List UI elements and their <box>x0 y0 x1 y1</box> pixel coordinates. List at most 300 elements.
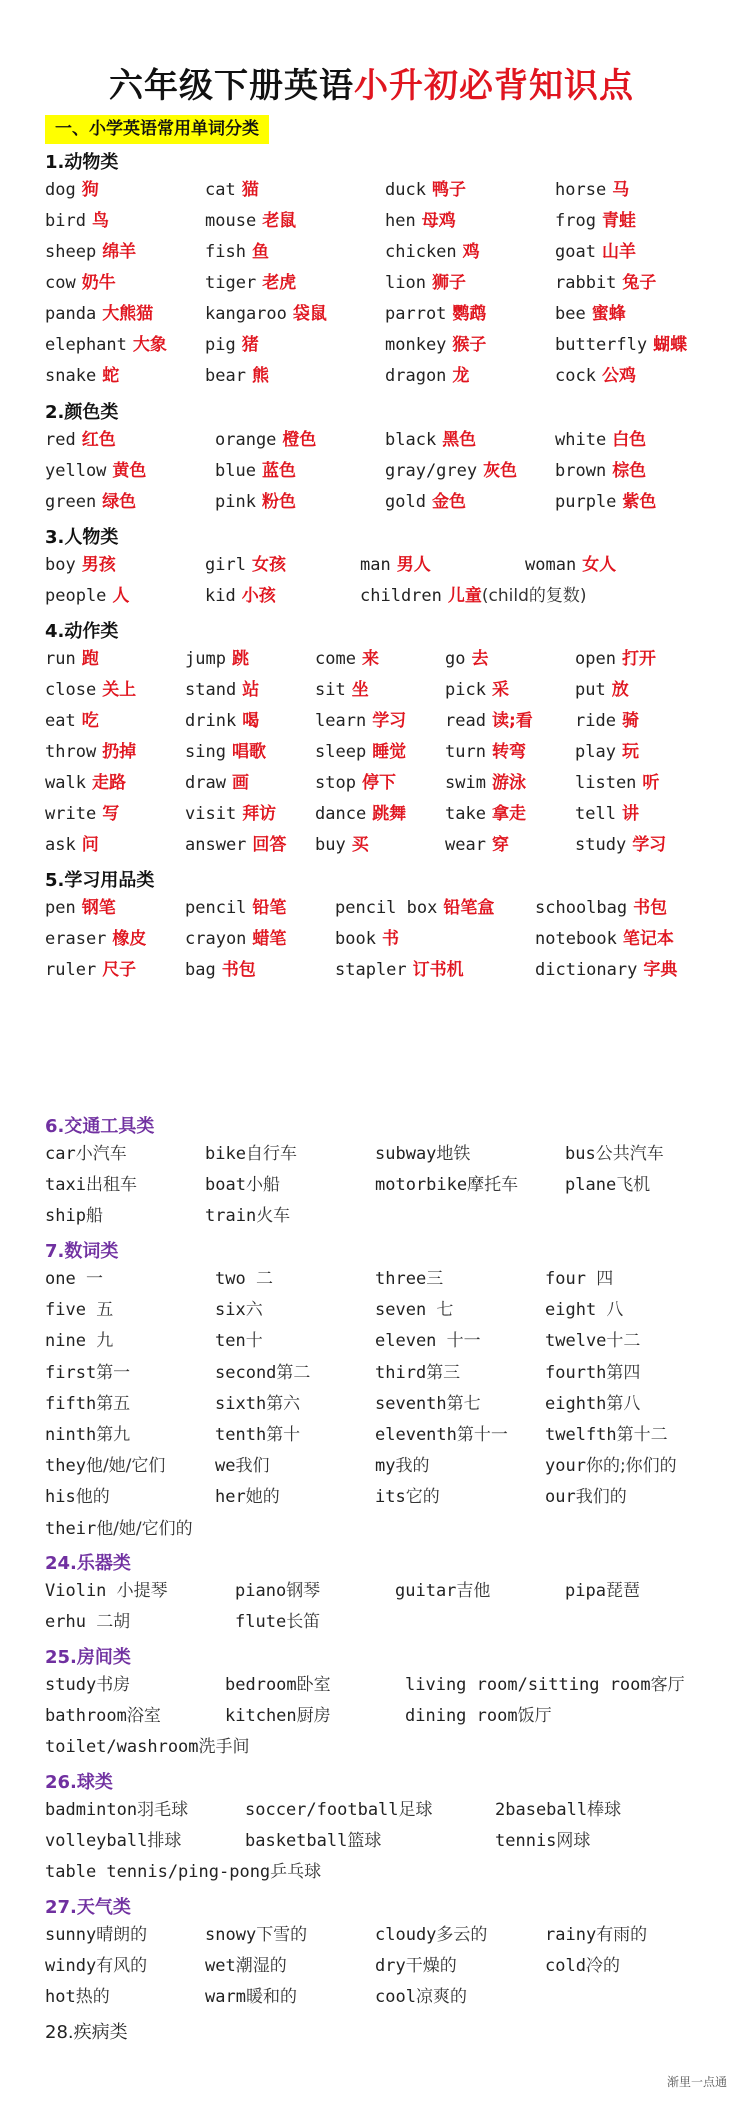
english-word: sheep <box>45 242 97 262</box>
vocab-entry <box>45 1826 181 1856</box>
english-word: taxi <box>45 1175 86 1195</box>
vocab-entry <box>375 1264 443 1294</box>
chinese-meaning: 打开 <box>621 649 656 669</box>
vocab-entry <box>375 1295 453 1325</box>
english-word: go <box>445 649 466 669</box>
english-word: orange <box>215 430 277 450</box>
chinese-meaning: 大象 <box>132 335 167 355</box>
english-word: draw <box>185 773 226 793</box>
chinese-meaning: 黄色 <box>112 461 147 481</box>
english-word: second <box>215 1362 277 1383</box>
chinese-meaning: 转弯 <box>491 742 526 762</box>
english-word: eleven <box>375 1331 447 1352</box>
english-word: boat <box>205 1175 246 1195</box>
english-word: they <box>45 1456 86 1477</box>
english-word: toilet/washroom <box>45 1737 199 1757</box>
english-word: rainy <box>545 1925 597 1945</box>
english-word: tenth <box>215 1425 267 1445</box>
chinese-meaning: 他/她/它们的 <box>96 1518 193 1539</box>
vocab-entry <box>555 268 656 298</box>
chinese-meaning: 棒球 <box>587 1800 622 1820</box>
chinese-meaning: 狗 <box>81 180 99 200</box>
vocab-entry <box>405 1670 685 1700</box>
vocab-entry <box>45 299 153 329</box>
section-heading-colors: 2.颜色类 <box>45 402 119 423</box>
english-word: fifth <box>45 1393 97 1414</box>
chinese-meaning: 有风的 <box>96 1956 148 1976</box>
chinese-meaning: 钢琴 <box>286 1581 321 1601</box>
chinese-meaning: 她的 <box>245 1487 280 1508</box>
chinese-meaning: 第五 <box>96 1393 131 1414</box>
english-word: buy <box>315 835 346 855</box>
vocab-entry <box>375 1389 481 1419</box>
english-word: gray/grey <box>385 461 478 481</box>
chinese-meaning: 学习 <box>372 711 407 731</box>
section-heading-people: 3.人物类 <box>45 527 119 548</box>
vocab-entry <box>205 1951 287 1981</box>
english-word: badminton <box>45 1800 138 1820</box>
balls-row <box>0 1857 743 1887</box>
chinese-meaning: 羽毛球 <box>137 1800 189 1820</box>
chinese-meaning: 第十 <box>266 1425 301 1445</box>
supplies-row <box>0 955 743 985</box>
english-word: notebook <box>535 929 617 949</box>
chinese-meaning: 冷的 <box>585 1956 620 1976</box>
vocab-entry <box>205 299 327 329</box>
english-word: blue <box>215 461 256 481</box>
english-word: walk <box>45 773 86 793</box>
chinese-meaning: 女孩 <box>251 555 286 575</box>
vocab-entry <box>205 330 259 360</box>
english-word: play <box>575 742 616 762</box>
chinese-meaning: 饭厅 <box>517 1706 552 1726</box>
chinese-meaning: 男孩 <box>81 555 116 575</box>
english-word: yellow <box>45 461 107 481</box>
title-part-red: 小升初必背知识点 <box>354 66 634 106</box>
vocab-entry <box>45 1795 188 1825</box>
vocab-entry <box>205 1139 297 1169</box>
weather-row <box>0 1920 743 1950</box>
vocab-entry <box>335 955 464 985</box>
english-word: snake <box>45 366 97 386</box>
vocab-entry <box>385 237 480 267</box>
vocab-entry <box>215 1358 310 1388</box>
english-word: stop <box>315 773 356 793</box>
chinese-meaning: 讲 <box>621 804 639 824</box>
vocab-entry <box>385 299 486 329</box>
vocab-entry <box>185 644 249 674</box>
vocab-entry <box>555 299 626 329</box>
chinese-meaning: 第十二 <box>616 1425 668 1445</box>
vocab-entry <box>45 1420 130 1450</box>
section-heading-balls: 26.球类 <box>45 1772 113 1793</box>
english-word: come <box>315 649 356 669</box>
vocab-entry <box>575 675 629 705</box>
english-word: eraser <box>45 929 107 949</box>
numbers-row <box>0 1514 743 1544</box>
english-word: wear <box>445 835 486 855</box>
english-word: piano <box>235 1581 287 1601</box>
chinese-meaning: 浴室 <box>126 1706 161 1726</box>
vocab-entry <box>45 456 146 486</box>
chinese-meaning: 白色 <box>612 430 647 450</box>
english-word: warm <box>205 1987 246 2007</box>
vocab-entry <box>565 1170 650 1200</box>
english-word: one <box>45 1269 86 1289</box>
vocab-entry <box>555 425 646 455</box>
vocab-entry <box>445 706 533 736</box>
english-word: pipa <box>565 1581 606 1601</box>
vocab-entry <box>185 799 276 829</box>
english-word: kid <box>205 586 236 606</box>
english-word: bird <box>45 211 86 231</box>
vocab-entry <box>215 1326 263 1356</box>
weather-row <box>0 1982 743 2012</box>
section-heading-animals: 1.动物类 <box>45 152 119 173</box>
vocab-entry <box>45 706 99 736</box>
chinese-meaning: 游泳 <box>491 773 526 793</box>
english-word: snowy <box>205 1925 257 1945</box>
english-word: eight <box>545 1300 607 1321</box>
vocab-entry <box>575 644 656 674</box>
numbers-row <box>0 1264 743 1294</box>
chinese-meaning: 你的;你们的 <box>585 1456 677 1477</box>
chinese-meaning: 我们 <box>235 1456 270 1477</box>
chinese-meaning: 吉他 <box>456 1581 491 1601</box>
vocab-entry <box>45 675 136 705</box>
chinese-meaning: 钢笔 <box>81 898 116 918</box>
vocab-entry <box>445 737 526 767</box>
chinese-meaning: 书 <box>381 929 399 949</box>
chinese-meaning: 停下 <box>361 773 396 793</box>
chinese-meaning: 女人 <box>582 555 617 575</box>
english-word: bedroom <box>225 1675 297 1695</box>
vocab-entry <box>45 644 99 674</box>
vocab-entry <box>545 1482 627 1512</box>
vocab-entry <box>385 487 466 517</box>
vocab-entry <box>215 1420 300 1450</box>
english-word: elephant <box>45 335 127 355</box>
chinese-meaning: 第二 <box>276 1362 311 1383</box>
chinese-meaning: 出租车 <box>85 1175 137 1195</box>
vocab-entry <box>385 330 486 360</box>
english-word: motorbike <box>375 1175 468 1195</box>
chinese-meaning: 蓝色 <box>261 461 296 481</box>
english-word: Violin <box>45 1581 117 1601</box>
chinese-meaning: 来 <box>361 649 379 669</box>
vocab-entry <box>375 1920 487 1950</box>
english-word: stapler <box>335 960 407 980</box>
chinese-meaning: 三 <box>426 1269 444 1289</box>
chinese-meaning: 厨房 <box>296 1706 331 1726</box>
animals-row <box>0 237 743 267</box>
chinese-meaning: 鸟 <box>91 211 109 231</box>
english-word: windy <box>45 1956 97 1976</box>
section-heading-transport: 6.交通工具类 <box>45 1116 155 1137</box>
english-word: sixth <box>215 1393 267 1414</box>
english-word: jump <box>185 649 226 669</box>
english-word: my <box>375 1456 396 1477</box>
vocab-entry <box>385 425 476 455</box>
chinese-meaning: 自行车 <box>245 1144 297 1164</box>
chinese-meaning: 书包 <box>633 898 668 918</box>
chinese-meaning: 客厅 <box>650 1675 685 1695</box>
chinese-meaning: 暖和的 <box>245 1987 297 2007</box>
vocab-entry <box>45 1358 130 1388</box>
english-word: visit <box>185 804 237 824</box>
chinese-meaning: 跑 <box>81 649 99 669</box>
vocab-entry <box>375 1420 508 1450</box>
english-word: boy <box>45 555 76 575</box>
chinese-meaning: 篮球 <box>347 1831 382 1851</box>
english-word: close <box>45 680 97 700</box>
english-word: seventh <box>375 1393 447 1414</box>
chinese-meaning: 龙 <box>452 366 470 386</box>
chinese-meaning: 二胡 <box>96 1612 131 1632</box>
english-word: lion <box>385 273 426 293</box>
english-word: study <box>45 1675 97 1695</box>
chinese-meaning: 猴子 <box>452 335 487 355</box>
chinese-meaning: 青蛙 <box>601 211 636 231</box>
chinese-meaning: 二 <box>255 1269 273 1289</box>
chinese-meaning: 琵琶 <box>605 1581 640 1601</box>
chinese-meaning: 第七 <box>446 1393 481 1414</box>
english-word: people <box>45 586 107 606</box>
english-word: his <box>45 1487 76 1508</box>
english-word: tennis <box>495 1831 557 1851</box>
english-word: gold <box>385 492 426 512</box>
chinese-meaning: 蜜蜂 <box>591 304 626 324</box>
vocab-entry <box>565 1139 664 1169</box>
chinese-meaning: 唱歌 <box>231 742 266 762</box>
instruments-row <box>0 1576 743 1606</box>
chinese-meaning: 地铁 <box>436 1144 471 1164</box>
vocab-entry <box>185 768 249 798</box>
chinese-meaning: 袋鼠 <box>292 304 327 324</box>
chinese-meaning: 马 <box>612 180 630 200</box>
vocab-entry <box>545 1420 668 1450</box>
vocab-entry <box>45 1482 110 1512</box>
chinese-meaning: 洗手间 <box>198 1737 250 1757</box>
vocab-entry <box>215 456 296 486</box>
vocab-entry <box>375 1482 440 1512</box>
section-heading-supplies: 5.学习用品类 <box>45 870 155 891</box>
vocab-entry <box>185 830 286 860</box>
vocab-entry <box>545 1951 620 1981</box>
vocab-entry <box>545 1451 677 1481</box>
chinese-meaning: 九 <box>96 1331 114 1352</box>
chinese-meaning: 金色 <box>431 492 466 512</box>
chinese-meaning: 放 <box>611 680 629 700</box>
section-heading-weather: 27.天气类 <box>45 1897 131 1918</box>
chinese-meaning: 船 <box>85 1206 103 1226</box>
actions-row <box>0 737 743 767</box>
balls-row <box>0 1826 743 1856</box>
english-word: pink <box>215 492 256 512</box>
english-word: mouse <box>205 211 257 231</box>
english-word: soccer/football <box>245 1800 399 1820</box>
english-word: study <box>575 835 627 855</box>
chinese-meaning: 飞机 <box>616 1175 651 1195</box>
english-word: eighth <box>545 1393 607 1414</box>
english-word: schoolbag <box>535 898 628 918</box>
chinese-meaning: 书房 <box>96 1675 131 1695</box>
animals-row <box>0 206 743 236</box>
vocab-entry <box>565 1576 640 1606</box>
vocab-entry <box>445 830 509 860</box>
vocab-entry <box>575 706 639 736</box>
english-word: twelve <box>545 1331 607 1352</box>
chinese-meaning: 八 <box>606 1300 624 1321</box>
people-row <box>0 581 743 611</box>
vocab-entry <box>215 487 296 517</box>
english-word: wet <box>205 1956 236 1976</box>
english-word: white <box>555 430 607 450</box>
vocab-entry <box>215 1389 300 1419</box>
chinese-meaning: 儿童 <box>447 586 482 606</box>
vocab-entry <box>205 1170 280 1200</box>
vocab-entry <box>205 1201 290 1231</box>
english-word: five <box>45 1300 97 1321</box>
english-word: dragon <box>385 366 447 386</box>
vocab-entry <box>205 175 259 205</box>
rooms-row <box>0 1701 743 1731</box>
english-word: basketball <box>245 1831 348 1851</box>
vocab-entry <box>45 581 129 611</box>
vocab-entry <box>315 799 406 829</box>
instruments-row <box>0 1607 743 1637</box>
chinese-meaning: 第三 <box>426 1362 461 1383</box>
vocab-entry <box>375 1326 481 1356</box>
chinese-meaning: 棕色 <box>612 461 647 481</box>
chinese-meaning: 我的 <box>395 1456 430 1477</box>
english-word: sunny <box>45 1925 97 1945</box>
rooms-row <box>0 1732 743 1762</box>
english-word: first <box>45 1362 97 1383</box>
english-word: put <box>575 680 606 700</box>
chinese-meaning: 第四 <box>606 1362 641 1383</box>
vocab-entry <box>45 1670 130 1700</box>
vocab-entry <box>185 675 259 705</box>
vocab-entry <box>375 1139 470 1169</box>
vocab-entry <box>375 1358 460 1388</box>
english-word: bear <box>205 366 246 386</box>
vocab-entry <box>545 1264 613 1294</box>
vocab-entry <box>315 644 379 674</box>
english-word: red <box>45 430 76 450</box>
chinese-meaning: 灰色 <box>483 461 518 481</box>
chinese-meaning: 我们的 <box>575 1487 627 1508</box>
english-word: children <box>360 586 442 606</box>
english-word: guitar <box>395 1581 457 1601</box>
chinese-meaning: 喝 <box>242 711 260 731</box>
chinese-meaning: 男人 <box>396 555 431 575</box>
chinese-meaning: 它的 <box>405 1487 440 1508</box>
vocab-entry <box>235 1607 320 1637</box>
english-word: table tennis/ping-pong <box>45 1862 271 1882</box>
vocab-entry <box>225 1670 331 1700</box>
vocab-entry <box>205 581 276 611</box>
chinese-meaning: 小孩 <box>241 586 276 606</box>
vocab-entry <box>45 1170 137 1200</box>
chinese-meaning: 老鼠 <box>262 211 297 231</box>
numbers-row <box>0 1358 743 1388</box>
vocab-entry <box>45 1389 130 1419</box>
english-word: your <box>545 1456 586 1477</box>
chinese-meaning: 跳舞 <box>372 804 407 824</box>
vocab-entry <box>385 361 469 391</box>
numbers-row <box>0 1326 743 1356</box>
english-word: pencil <box>185 898 247 918</box>
vocab-entry <box>225 1701 331 1731</box>
chinese-meaning: 下雪的 <box>256 1925 308 1945</box>
vocab-entry <box>245 1795 433 1825</box>
chinese-meaning: 字典 <box>643 960 678 980</box>
plural-note: (child的复数) <box>481 586 587 606</box>
chinese-meaning: 十 <box>245 1331 263 1352</box>
colors-row <box>0 425 743 455</box>
english-word: cold <box>545 1956 586 1976</box>
vocab-entry <box>495 1826 590 1856</box>
footer-watermark: 渐里一点通 <box>666 2075 727 2089</box>
chinese-meaning: 吃 <box>81 711 99 731</box>
vocab-entry <box>525 550 616 580</box>
numbers-row <box>0 1451 743 1481</box>
chinese-meaning: 晴朗的 <box>96 1925 148 1945</box>
chinese-meaning: 排球 <box>147 1831 182 1851</box>
english-word: listen <box>575 773 637 793</box>
english-word: bus <box>565 1144 596 1164</box>
vocab-entry <box>215 1264 273 1294</box>
english-word: kangaroo <box>205 304 287 324</box>
english-word: sit <box>315 680 346 700</box>
main-heading-highlight: 一、小学英语常用单词分类 <box>45 115 269 144</box>
vocab-entry <box>45 1264 103 1294</box>
actions-row <box>0 644 743 674</box>
english-word: woman <box>525 555 577 575</box>
vocab-entry <box>185 893 286 923</box>
rooms-row <box>0 1670 743 1700</box>
vocab-entry <box>555 456 646 486</box>
page-title <box>0 58 743 107</box>
english-word: flute <box>235 1612 287 1632</box>
numbers-row <box>0 1420 743 1450</box>
chinese-meaning: 长笛 <box>286 1612 321 1632</box>
chinese-meaning: 走路 <box>91 773 126 793</box>
vocab-entry <box>545 1920 647 1950</box>
english-word: pig <box>205 335 236 355</box>
vocab-entry <box>385 175 466 205</box>
english-word: sing <box>185 742 226 762</box>
chinese-meaning: 黑色 <box>442 430 477 450</box>
vocab-entry <box>215 1295 263 1325</box>
vocab-entry <box>395 1576 490 1606</box>
english-word: subway <box>375 1144 437 1164</box>
chinese-meaning: 绵羊 <box>102 242 137 262</box>
balls-row <box>0 1795 743 1825</box>
english-word: stand <box>185 680 237 700</box>
vocab-entry <box>575 768 659 798</box>
chinese-meaning: 网球 <box>556 1831 591 1851</box>
english-word: cloudy <box>375 1925 437 1945</box>
english-word: drink <box>185 711 237 731</box>
english-word: write <box>45 804 97 824</box>
vocab-entry <box>45 268 116 298</box>
weather-row <box>0 1951 743 1981</box>
english-word: ten <box>215 1331 246 1352</box>
english-word: two <box>215 1269 256 1289</box>
vocab-entry <box>555 330 687 360</box>
